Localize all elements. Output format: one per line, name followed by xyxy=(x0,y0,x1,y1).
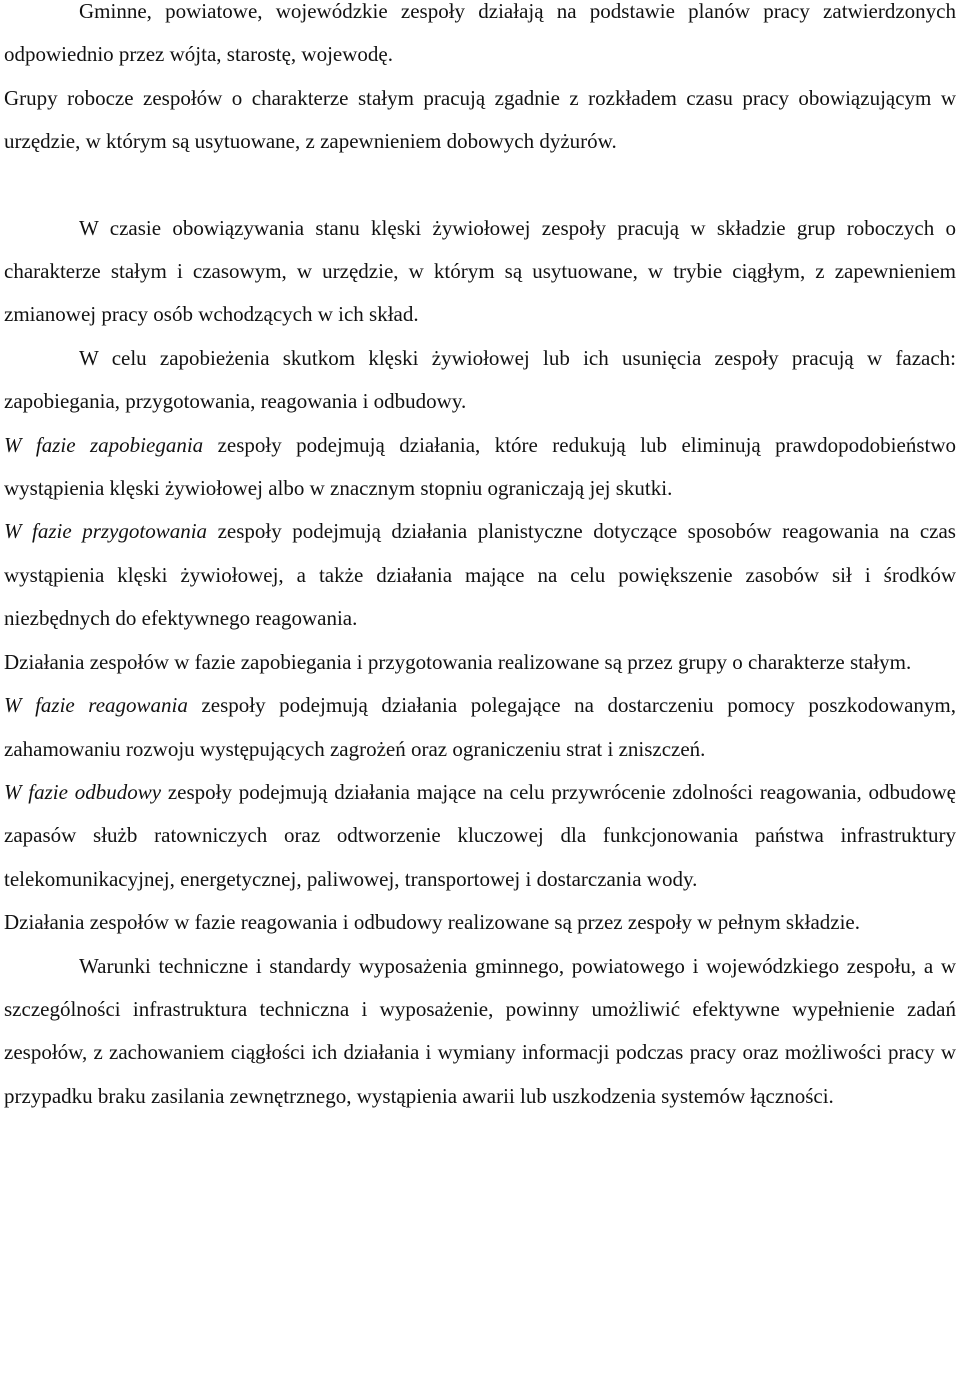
phase-name-italic: W fazie odbudowy xyxy=(4,779,162,804)
paragraph-text: zespoły podejmują działania planistyczne dotyczące sposobów reagowania na czas wystąpienia klęski żywiołowej, a także działania mające na celu powiększenie zasobów sił i środków niezbędnych do efektywnego reagowania. xyxy=(4,519,956,631)
paragraph-text: W celu zapobieżenia skutkom klęski żywiołowej lub ich usunięcia zespoły pracują w fazach: zapobiegania, przygotowania, reagowania i odbudowy. xyxy=(4,345,956,414)
paragraph-text: zespoły podejmują działania mające na celu przywrócenie zdolności reagowania, odbudowę zapasów służb ratowniczych oraz odtworzenie kluczowej dla funkcjonowania państwa infrastruktury telekomunikacyjnej, energetycznej, paliwowej, transportowej i dostarczania wody. xyxy=(4,779,956,891)
paragraph-disaster-state xyxy=(4,207,956,337)
paragraph-plans xyxy=(4,0,956,77)
phase-name-italic: W fazie reagowania xyxy=(4,693,188,718)
paragraph-response-phase xyxy=(4,684,956,771)
phase-name-italic: W fazie zapobiegania xyxy=(4,432,204,457)
paragraph-text: Gminne, powiatowe, wojewódzkie zespoły działają na podstawie planów pracy zatwierdzonych odpowiednio przez wójta, starostę, wojewodę. xyxy=(4,0,956,67)
paragraph-prevention-phase xyxy=(4,424,956,511)
paragraph-phases xyxy=(4,337,956,424)
paragraph-reconstruction-phase xyxy=(4,771,956,901)
paragraph-prevention-preparation-groups xyxy=(4,641,956,684)
paragraph-technical-conditions xyxy=(4,945,956,1119)
paragraph-working-groups xyxy=(4,77,956,164)
paragraph-text: zespoły podejmują działania, które redukują lub eliminują prawdopodobieństwo wystąpienia klęski żywiołowej albo w znacznym stopniu ograniczają jej skutki. xyxy=(4,432,956,501)
paragraph-text: W czasie obowiązywania stanu klęski żywiołowej zespoły pracują w składzie grup roboczych o charakterze stałym i czasowym, w urzędzie, w którym są usytuowane, w trybie ciągłym, z zapewnieniem zmianowej pracy osób wchodzących w ich skład. xyxy=(4,215,956,327)
paragraph-text: zespoły podejmują działania polegające na dostarczeniu pomocy poszkodowanym, zahamowaniu rozwoju występujących zagrożeń oraz ograniczeniu strat i zniszczeń. xyxy=(4,693,956,761)
paragraph-text: Grupy robocze zespołów o charakterze stałym pracują zgadnie z rozkładem czasu pracy obowiązującym w urzędzie, w którym są usytuowane, z zapewnieniem dobowych dyżurów. xyxy=(4,85,956,154)
paragraph-response-reconstruction-groups xyxy=(4,901,956,944)
paragraph-spacer xyxy=(4,164,956,207)
paragraph-text: Działania zespołów w fazie reagowania i odbudowy realizowane są przez zespoły w pełnym składzie. xyxy=(4,910,860,935)
paragraph-preparation-phase xyxy=(4,510,956,640)
paragraph-text: Działania zespołów w fazie zapobiegania i przygotowania realizowane są przez grupy o charakterze stałym. xyxy=(4,649,912,674)
paragraph-text: Warunki techniczne i standardy wyposażenia gminnego, powiatowego i wojewódzkiego zespołu, a w szczególności infrastruktura techniczna i wyposażenie, powinny umożliwić efektywne wypełnienie zadań zespołów, z zachowaniem ciągłości ich działania i wymiany informacji podczas pracy oraz możliwości pracy w przypadku braku zasilania zewnętrznego, wystąpienia awarii lub uszkodzenia systemów łączności. xyxy=(4,953,956,1108)
phase-name-italic: W fazie przygotowania xyxy=(4,519,208,544)
